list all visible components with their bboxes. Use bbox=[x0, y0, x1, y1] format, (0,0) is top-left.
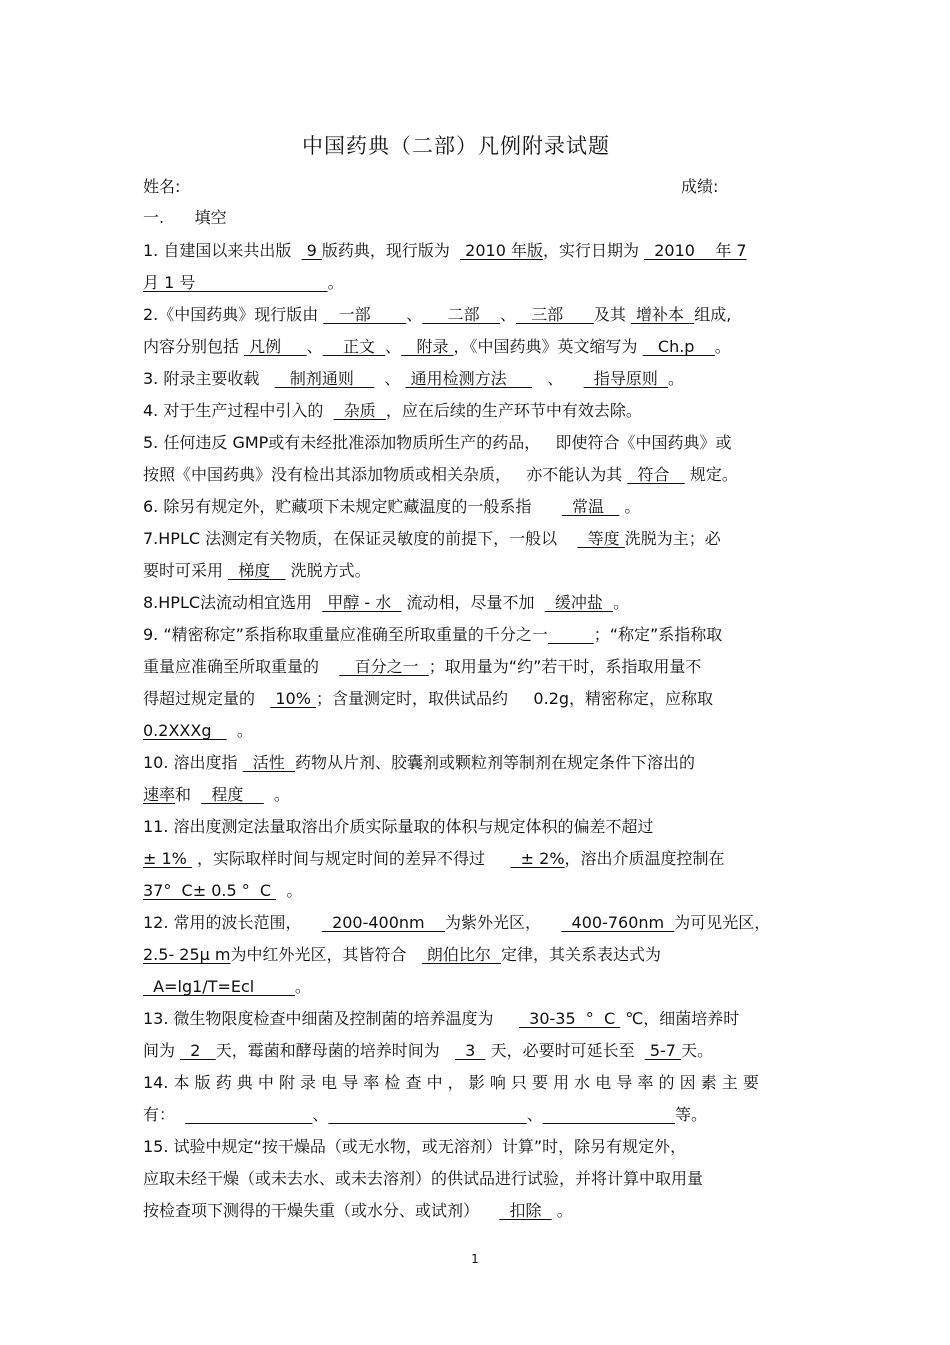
question-text: 。 bbox=[668, 369, 685, 388]
answer-blank: 附录 bbox=[401, 337, 454, 356]
question-text: 4. 对于生产过程中引入的 bbox=[143, 401, 334, 420]
question-text: ，溶出介质温度控制在 bbox=[564, 849, 725, 868]
text-line bbox=[143, 1167, 703, 1191]
answer-blank: 梯度 bbox=[228, 561, 286, 580]
question-text: 内容分别包括 bbox=[143, 337, 245, 356]
question-text: 天。 bbox=[681, 1041, 714, 1060]
section-heading: 一. 填空 bbox=[143, 208, 227, 227]
question-text: 15. 试验中规定“按干燥品（或无水物，或无溶剂）计算”时，除另有规定外， bbox=[143, 1137, 687, 1156]
answer-blank bbox=[543, 1105, 675, 1124]
question-text: 等。 bbox=[674, 1105, 707, 1124]
question-text: 。 bbox=[714, 337, 731, 356]
text-line bbox=[143, 1199, 573, 1223]
question-text: 、 bbox=[406, 305, 423, 324]
answer-blank: 400-760nm bbox=[561, 913, 675, 932]
question-text: 洗脱为主；必 bbox=[624, 529, 721, 548]
text-line bbox=[143, 1007, 739, 1031]
question-text: 。 bbox=[263, 785, 290, 804]
answer-blank: 符合 bbox=[627, 465, 685, 484]
text-line bbox=[143, 783, 290, 807]
question-text: ，应在后续的生产环节中有效去除。 bbox=[385, 401, 642, 420]
question-text: 、 bbox=[500, 305, 517, 324]
question-text: 有： bbox=[143, 1105, 186, 1124]
question-text: 7.HPLC 法测定有关物质，在保证灵敏度的前提下，一般以 bbox=[143, 529, 578, 548]
answer-blank: 制剂通则 bbox=[274, 369, 375, 388]
page-number: 1 bbox=[471, 1252, 479, 1266]
question-text: 得超过规定量的 bbox=[143, 689, 271, 708]
answer-blank: 3 bbox=[454, 1041, 486, 1060]
answer-blank: 正文 bbox=[322, 337, 386, 356]
answer-blank: 活性 bbox=[242, 753, 295, 772]
text-line bbox=[143, 335, 731, 359]
answer-blank: 增补本 bbox=[630, 305, 695, 324]
question-text: 组成, bbox=[694, 305, 732, 324]
question-text: 要时可采用 bbox=[143, 561, 229, 580]
question-text: 、 bbox=[306, 337, 323, 356]
score-label: 成绩: bbox=[681, 177, 719, 196]
question-text: 12. 常用的波长范围， bbox=[143, 913, 322, 932]
answer-blank bbox=[195, 273, 327, 292]
question-text: ；“称定”系指称取 bbox=[593, 625, 723, 644]
answer-blank: 2.5- 25μ m bbox=[143, 945, 231, 964]
text-line bbox=[143, 655, 701, 679]
question-text: 为可见光区， bbox=[674, 913, 771, 932]
answer-blank: 二部 bbox=[422, 305, 501, 324]
answer-blank: 2010 年 7 bbox=[644, 241, 747, 260]
question-text: 药物从片剂、胶囊剂或颗粒剂等制剂在规定条件下溶出的 bbox=[294, 753, 695, 772]
text-line bbox=[143, 751, 695, 775]
text-line bbox=[143, 1039, 713, 1063]
question-text: ；取用量为“约”若干时，系指取用量不 bbox=[428, 657, 702, 676]
question-text: 。 bbox=[551, 1201, 573, 1220]
answer-blank: 凡例 bbox=[244, 337, 307, 356]
text-line bbox=[143, 463, 738, 487]
answer-blank: 30-35 ° C bbox=[518, 1009, 621, 1028]
question-text: 、 bbox=[526, 1105, 543, 1124]
answer-blank: 缓冲盐 bbox=[544, 593, 614, 612]
question-text: 3. 附录主要收载 bbox=[143, 369, 275, 388]
answer-blank: 月 1 号 bbox=[143, 273, 196, 292]
text-line bbox=[143, 271, 344, 295]
answer-blank: A=lg1/T=Ecl bbox=[143, 977, 295, 996]
answer-blank: 朗伯比尔 bbox=[421, 945, 502, 964]
question-text: 定律，其关系表达式为 bbox=[501, 945, 662, 964]
text-line bbox=[143, 1071, 759, 1095]
question-text: 按照《中国药典》没有检出其添加物质或相关杂质， 亦不能认为其 bbox=[143, 465, 628, 484]
answer-blank: 三部 bbox=[516, 305, 594, 324]
answer-blank: 速率 bbox=[143, 785, 176, 804]
question-text: 。 bbox=[327, 273, 344, 292]
answer-blank: 常温 bbox=[561, 497, 620, 516]
text-line bbox=[143, 527, 721, 551]
text-line bbox=[143, 975, 311, 999]
text-line bbox=[143, 591, 629, 615]
answer-blank: 2010 年版 bbox=[460, 241, 543, 260]
text-line bbox=[143, 303, 731, 327]
question-text: 2.《中国药典》现行版由 bbox=[143, 305, 324, 324]
answer-blank: 5-7 bbox=[644, 1041, 682, 1060]
answer-blank bbox=[185, 1105, 312, 1124]
answer-blank: 37° C± 0.5 ° C bbox=[143, 881, 277, 900]
question-text: 。 bbox=[276, 881, 303, 900]
text-line bbox=[143, 431, 732, 455]
question-text: 为中红外光区，其皆符合 bbox=[230, 945, 422, 964]
answer-blank bbox=[548, 625, 594, 644]
question-text: 13. 微生物限度检查中细菌及控制菌的培养温度为 bbox=[143, 1009, 519, 1028]
question-text: 6. 除另有规定外，贮藏项下未规定贮藏温度的一般系指 bbox=[143, 497, 562, 516]
answer-blank: Ch.p bbox=[642, 337, 715, 356]
answer-blank: 等度 bbox=[577, 529, 625, 548]
answer-blank: ± 1% bbox=[143, 849, 192, 868]
text-line bbox=[143, 719, 253, 743]
text-line bbox=[143, 239, 747, 263]
text-line bbox=[143, 687, 713, 711]
question-text: 。 bbox=[619, 497, 641, 516]
answer-blank: 10% bbox=[270, 689, 316, 708]
answer-blank: 9 bbox=[301, 241, 322, 260]
answer-blank: ± 2% bbox=[510, 849, 565, 868]
text-line bbox=[143, 815, 654, 839]
question-text: 按检查项下测得的干燥失重（或水分、或试剂） bbox=[143, 1201, 500, 1220]
text-line bbox=[143, 399, 642, 423]
question-text: 天，必要时可延长至 bbox=[485, 1041, 645, 1060]
question-text: 、 bbox=[385, 337, 402, 356]
question-text: ；含量测定时，取供试品约 0.2g，精密称定，应称取 bbox=[316, 689, 714, 708]
question-text: 、 bbox=[532, 369, 584, 388]
question-text: 为紫外光区， bbox=[444, 913, 562, 932]
question-text: ℃，细菌培养时 bbox=[620, 1009, 740, 1028]
question-text: 1. 自建国以来共出版 bbox=[143, 241, 302, 260]
question-text: 9. “精密称定”系指称取重量应准确至所取重量的千分之一 bbox=[143, 625, 548, 644]
text-line bbox=[143, 623, 722, 647]
answer-blank: 0.2XXXg bbox=[143, 721, 227, 740]
question-text: 、 bbox=[312, 1105, 329, 1124]
question-text: 。 bbox=[294, 977, 311, 996]
question-text: 5. 任何违反 GMP或有未经批准添加物质所生产的药品， 即使符合《中国药典》或 bbox=[143, 433, 732, 452]
text-line bbox=[143, 847, 725, 871]
question-text: ，实行日期为 bbox=[542, 241, 645, 260]
page-title: 中国药典（二部）凡例附录试题 bbox=[302, 134, 610, 158]
answer-blank: 2 bbox=[180, 1041, 216, 1060]
question-text: 天，霉菌和酵母菌的培养时间为 bbox=[215, 1041, 455, 1060]
question-text: 重量应准确至所取重量的 bbox=[143, 657, 340, 676]
question-text: 8.HPLC法流动相宜选用 bbox=[143, 593, 323, 612]
text-line bbox=[143, 367, 684, 391]
answer-blank: 一部 bbox=[323, 305, 407, 324]
answer-blank: 扣除 bbox=[499, 1201, 552, 1220]
question-text: 。 bbox=[613, 593, 630, 612]
question-text: ，《中国药典》英文缩写为 bbox=[453, 337, 643, 356]
text-line bbox=[143, 495, 640, 519]
answer-blank: 甲醇 - 水 bbox=[322, 593, 402, 612]
answer-blank: 杂质 bbox=[333, 401, 386, 420]
question-text: 规定。 bbox=[684, 465, 738, 484]
text-line bbox=[143, 1103, 707, 1127]
answer-blank: 程度 bbox=[201, 785, 264, 804]
answer-blank: 指导原则 bbox=[583, 369, 668, 388]
question-text: 。 bbox=[226, 721, 253, 740]
question-text: 版药典，现行版为 bbox=[321, 241, 461, 260]
question-text: ，实际取样时间与规定时间的差异不得过 bbox=[191, 849, 511, 868]
question-text: 流动相，尽量不加 bbox=[401, 593, 545, 612]
question-text: 、 bbox=[374, 369, 406, 388]
answer-blank: 200-400nm bbox=[321, 913, 445, 932]
text-line bbox=[143, 943, 661, 967]
text-line bbox=[143, 911, 770, 935]
answer-blank bbox=[328, 1105, 526, 1124]
question-text: 和 bbox=[175, 785, 202, 804]
text-line bbox=[143, 559, 371, 583]
question-text: 10. 溶出度指 bbox=[143, 753, 243, 772]
question-text: 间为 bbox=[143, 1041, 181, 1060]
answer-blank: 通用检测方法 bbox=[405, 369, 533, 388]
answer-blank: 百分之一 bbox=[339, 657, 429, 676]
question-text: 应取未经干燥（或未去水、或未去溶剂）的供试品进行试验，并将计算中取用量 bbox=[143, 1169, 704, 1188]
name-label: 姓名: bbox=[143, 177, 181, 196]
question-text: 洗脱方式。 bbox=[285, 561, 371, 580]
text-line bbox=[143, 1135, 686, 1159]
question-text: 及其 bbox=[593, 305, 631, 324]
question-text: 11. 溶出度测定法量取溶出介质实际量取的体积与规定体积的偏差不超过 bbox=[143, 817, 654, 836]
text-line bbox=[143, 879, 302, 903]
question-text: 14. 本 版 药 典 中 附 录 电 导 率 检 查 中 ， 影 响 只 要 用 水 电 导 率 的 因 素 主 要 bbox=[143, 1073, 759, 1092]
